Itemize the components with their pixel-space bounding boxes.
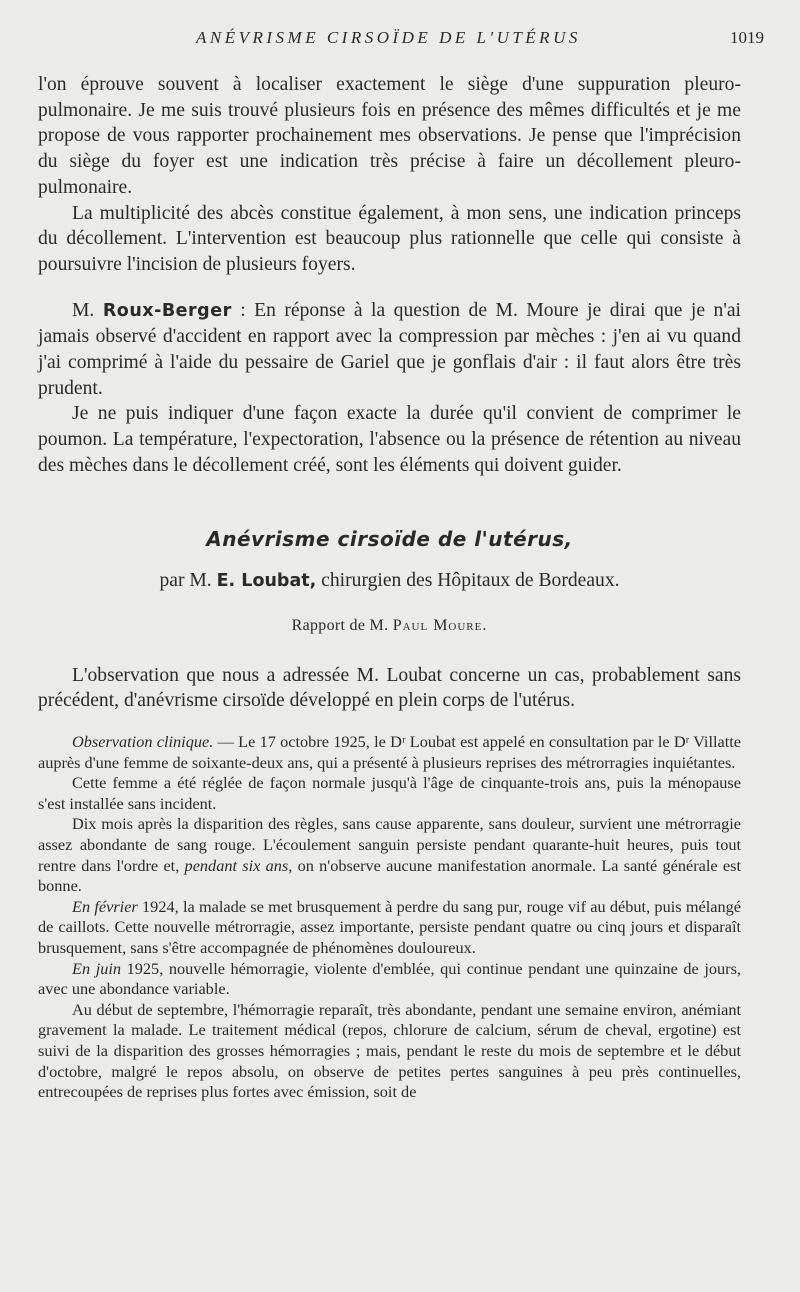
observation-paragraph: Au début de septembre, l'hémorragie reparaît, très abondante, pendant une semaine environ, anémiant gravement la malade. Le traitement médical (repos, chlorure de calcium, sérum de cheval, ergotine) est suivi de la disparition des grosses hémorragies ; mais, pendant le reste du mois de septembre et le début d'octobre, malgré le repos absolu, on observe de petites pertes sanguines à peu près continuelles, entrecoupées de reprises plus fortes avec émission, soit de bbox=[38, 999, 741, 1102]
reporter-name: Paul Moure. bbox=[392, 616, 488, 634]
article-byline bbox=[38, 568, 741, 595]
observation-text: 1924, la malade se met brusquement à perdre du sang pur, rouge vif au début, puis mélangé de caillots. Cette nouvelle métrorragie, assez importante, persiste pendant quatre ou cinq jours et disparaît brusquement, sans s'être accompagnée de phénomènes douloureux. bbox=[38, 896, 741, 957]
observation-label: Observation clinique. bbox=[72, 732, 214, 752]
observation-paragraph bbox=[38, 732, 741, 773]
report-prefix: Rapport de M. bbox=[291, 616, 393, 634]
observation-section bbox=[38, 732, 741, 1103]
speaker-text: : En réponse à la question de M. Moure je dirai que je n'ai jamais observé d'accident en rapport avec la compression par mèches : j'en ai vu quand j'ai comprimé à l'aide du pessaire de Gariel que je gonflais d'air : il faut alors être très prudent. bbox=[38, 299, 741, 399]
byline-prefix: par M. bbox=[159, 570, 217, 592]
intro-paragraph: L'observation que nous a adressée M. Loubat concerne un cas, probablement sans précédent, d'anévrisme cirsoïde développé en plein corps de l'utérus. bbox=[38, 664, 741, 712]
observation-paragraph: Cette femme a été réglée de façon normale jusqu'à l'âge de cinquante-trois ans, puis la ménopause s'est installée sans incident. bbox=[38, 773, 741, 813]
author-name: E. Loubat, bbox=[216, 571, 317, 592]
article-title: Anévrisme cirsoïde de l'utérus, bbox=[206, 526, 573, 551]
observation-text: — Le 17 octobre 1925, le Dʳ Loubat est appelé en consultation par le Dʳ Villatte auprès d'une femme de soixante-deux ans, qui a présenté à plusieurs reprises des métrorragies inquiétantes. bbox=[38, 732, 742, 772]
observation-text: 1925, nouvelle hémorragie, violente d'emblée, qui continue pendant une quinzaine de jours, avec une abondance variable. bbox=[38, 958, 742, 999]
speaker-name: Roux-Berger bbox=[102, 300, 232, 321]
discussion-paragraph: La multiplicité des abcès constitue également, à mon sens, une indication princeps du décollement. L'intervention est beaucoup plus rationnelle que celle qui consiste à poursuivre l'incision de plusieurs foyers. bbox=[38, 202, 741, 275]
speaker-prefix: M. bbox=[72, 299, 103, 321]
observation-emphasis: En février bbox=[72, 896, 138, 916]
discussion-paragraph: l'on éprouve souvent à localiser exactement le siège d'une suppuration pleuro-pulmonaire. Je me suis trouvé plusieurs fois en présence des mêmes difficultés et je me propose de vous rapporter prochainement mes observations. Je pense que l'imprécision du siège du foyer est une indication très précise à faire un décollement pleuro-pulmonaire. bbox=[38, 74, 741, 198]
running-title: ANÉVRISME CIRSOÏDE DE L'UTÉRUS bbox=[196, 28, 581, 47]
page-header bbox=[0, 28, 800, 52]
byline-suffix: chirurgien des Hôpitaux de Bordeaux. bbox=[316, 570, 620, 592]
page-body bbox=[38, 72, 741, 1103]
observation-text: , on n'observe aucune manifestation anormale. La santé générale est bonne. bbox=[38, 855, 742, 896]
report-line bbox=[38, 613, 741, 639]
observation-paragraph bbox=[38, 959, 741, 1000]
speaker-paragraph bbox=[38, 298, 741, 402]
observation-paragraph bbox=[38, 897, 741, 959]
observation-text: Dix mois après la disparition des règles, sans cause apparente, sans douleur, survient une métrorragie assez abondante de sang rouge. L'écoulement sanguin persiste pendant quarante-huit heures, puis tout rentre dans l'ordre et, bbox=[38, 814, 741, 875]
observation-emphasis: pendant six ans bbox=[184, 855, 289, 875]
observation-emphasis: En juin bbox=[72, 958, 122, 978]
discussion-paragraph: Je ne puis indiquer d'une façon exacte la durée qu'il convient de comprimer le poumon. La température, l'expectoration, l'absence ou la présence de rétention au niveau des mèches dans le décollement créé, sont les éléments qui doivent guider. bbox=[38, 403, 741, 476]
page-number: 1019 bbox=[730, 28, 764, 47]
observation-paragraph bbox=[38, 814, 741, 896]
